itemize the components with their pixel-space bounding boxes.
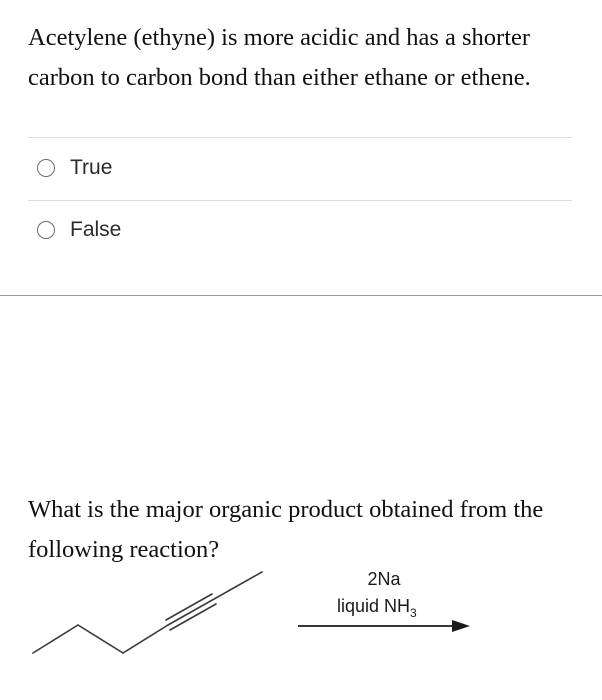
reagent-sodium: 2Na xyxy=(367,569,401,589)
question-2-text xyxy=(28,490,588,570)
question-1-line-2: carbon to carbon bond than either ethane or ethene. xyxy=(28,64,531,91)
radio-true[interactable] xyxy=(37,159,55,177)
question-1-line-1: Acetylene (ethyne) is more acidic and has a shorter xyxy=(28,24,531,51)
alkyne-structure xyxy=(33,572,262,653)
radio-false[interactable] xyxy=(37,221,55,239)
section-separator xyxy=(0,295,602,296)
option-true-label: True xyxy=(70,156,113,179)
reagent-ammonia xyxy=(337,596,417,620)
option-divider-top xyxy=(28,137,572,138)
option-false-label: False xyxy=(70,218,122,241)
option-false[interactable] xyxy=(28,210,572,250)
reagent-ammonia-main: liquid NH xyxy=(337,596,411,616)
question-1-text xyxy=(28,18,588,98)
option-divider-middle xyxy=(28,200,572,201)
option-true[interactable] xyxy=(28,148,572,188)
reaction-scheme xyxy=(0,560,602,700)
question-2-line-1: What is the major organic product obtained from the xyxy=(28,496,544,523)
reaction-arrow xyxy=(298,620,470,632)
reagent-ammonia-subscript: 3 xyxy=(410,606,417,620)
question-2-line-2: following reaction? xyxy=(28,536,220,563)
